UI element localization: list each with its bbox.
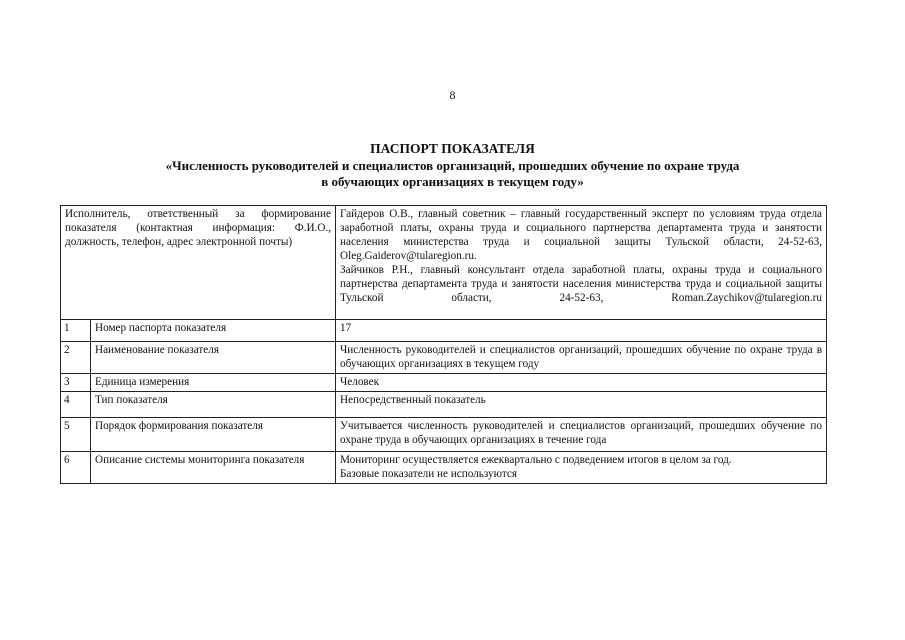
row-number: 3 xyxy=(61,374,91,392)
table-row xyxy=(61,342,827,374)
executor-person-1: Гайдеров О.В., главный советник – главный государственный эксперт по условиям труда отдела заработной платы, охраны труда и социального партнерства департамента труда и занятости населения министерства труда и социальной защиты Тульской области, 24-52-63, Oleg.Gaiderov@tularegion.ru. xyxy=(340,208,822,262)
table-row xyxy=(61,320,827,342)
row-name: Наименование показателя xyxy=(91,342,336,374)
row-value xyxy=(336,452,827,484)
row-value: Непосредственный показатель xyxy=(336,392,827,418)
row-number: 1 xyxy=(61,320,91,342)
row-number: 4 xyxy=(61,392,91,418)
row-number: 5 xyxy=(61,418,91,452)
table-row xyxy=(61,452,827,484)
title-main: ПАСПОРТ ПОКАЗАТЕЛЯ xyxy=(370,141,535,156)
executor-label: Исполнитель, ответственный за формирование показателя (контактная информация: Ф.И.О., должность, телефон, адрес электронной почты) xyxy=(61,206,336,320)
row-name: Номер паспорта показателя xyxy=(91,320,336,342)
row-value: Человек xyxy=(336,374,827,392)
table-row xyxy=(61,374,827,392)
row-value: 17 xyxy=(336,320,827,342)
executor-person-2: Зайчиков Р.Н., главный консультант отдела заработной платы, охраны труда и социального партнерства департамента труда и занятости населения министерства труда и социальной защиты Тульской области, 24-52-63, Roman.Zaychikov@tularegion.ru xyxy=(340,264,822,304)
row-number: 2 xyxy=(61,342,91,374)
page-number: 8 xyxy=(449,88,456,102)
row-name: Единица измерения xyxy=(91,374,336,392)
executor-value xyxy=(336,206,827,320)
row-value: Численность руководителей и специалистов организаций, прошедших обучение по охране труда в обучающих организациях в текущем году xyxy=(336,342,827,374)
monitoring-line-1: Мониторинг осуществляется ежеквартально с подведением итогов в целом за год. xyxy=(340,454,732,466)
row-value: Учитывается численность руководителей и специалистов организаций, прошедших обучение по охране труда в обучающих организациях в течение года xyxy=(336,418,827,452)
title-line-1: «Численность руководителей и специалистов организаций, прошедших обучение по охране труда xyxy=(165,158,740,173)
executor-row xyxy=(61,206,827,320)
row-number: 6 xyxy=(61,452,91,484)
table-row xyxy=(61,392,827,418)
passport-table xyxy=(60,205,827,484)
table-row xyxy=(61,418,827,452)
title-line-2: в обучающих организациях в текущем году» xyxy=(321,174,584,189)
document-title xyxy=(60,141,845,190)
row-name: Тип показателя xyxy=(91,392,336,418)
monitoring-line-2: Базовые показатели не используются xyxy=(340,468,517,480)
row-name: Описание системы мониторинга показателя xyxy=(91,452,336,484)
row-name: Порядок формирования показателя xyxy=(91,418,336,452)
